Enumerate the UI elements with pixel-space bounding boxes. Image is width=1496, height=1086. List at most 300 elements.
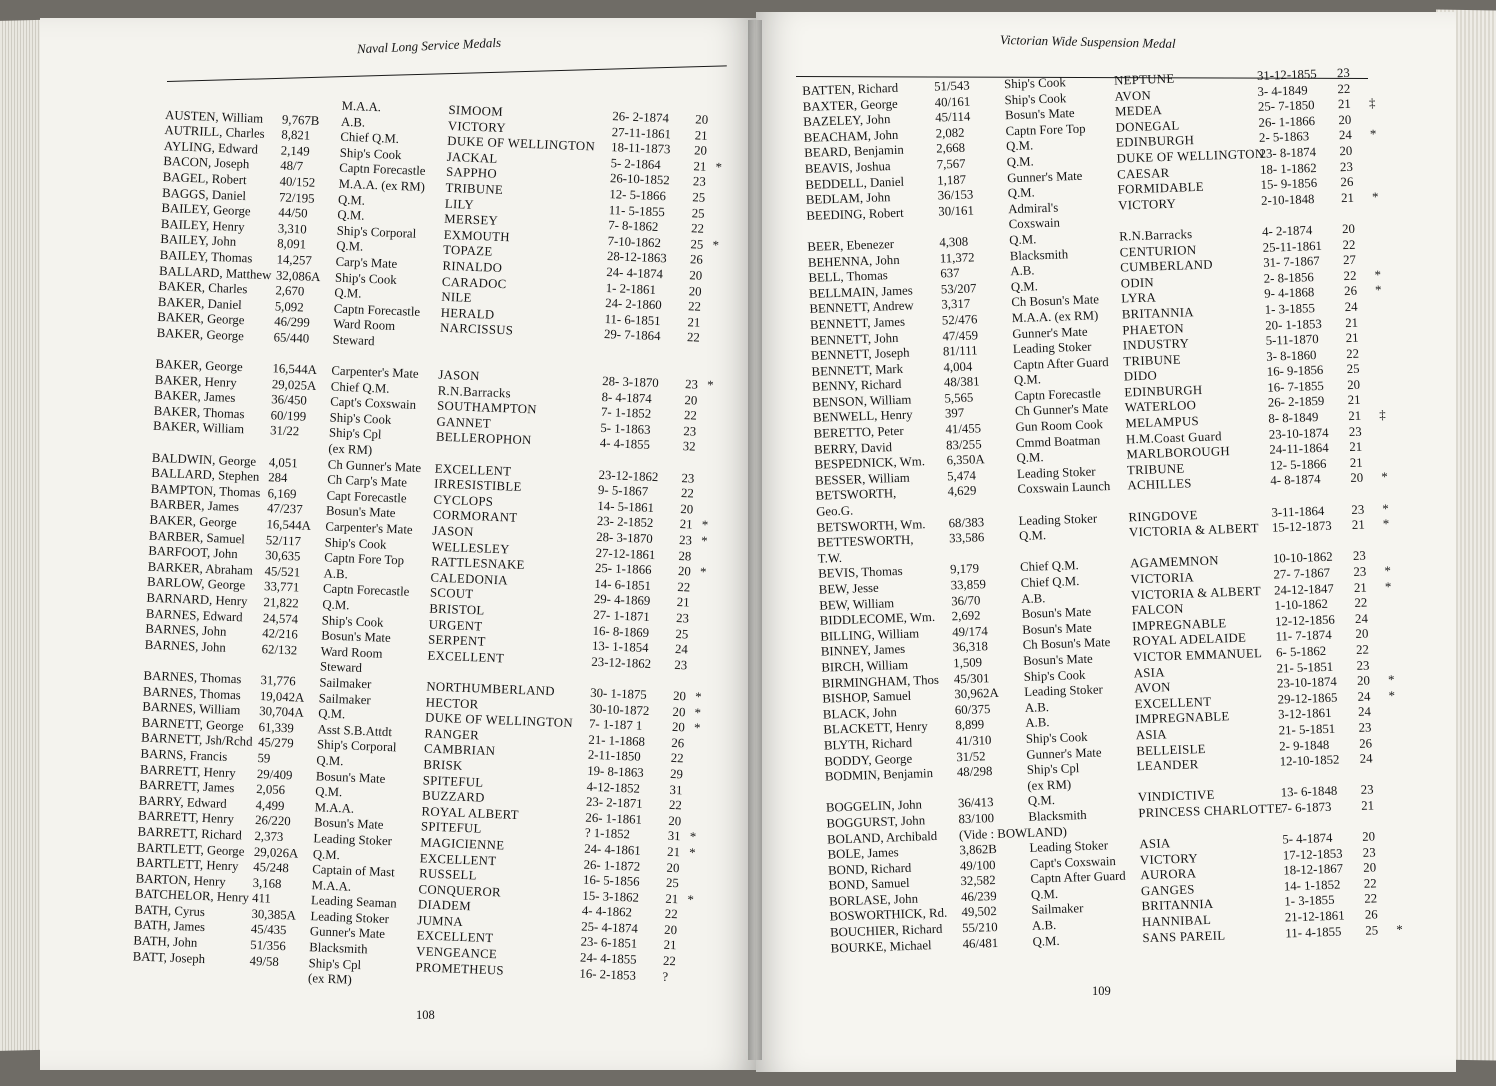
entry-ship: RINGDOVE bbox=[1128, 507, 1198, 525]
entry-number: 8,899 bbox=[955, 717, 985, 733]
entry-date: 21-12-1861 bbox=[1284, 908, 1345, 925]
entry-name: BOND, Samuel bbox=[828, 876, 910, 893]
entry-number: 2,692 bbox=[951, 608, 981, 624]
entry-ship: EXMOUTH bbox=[443, 227, 511, 245]
entry-date: 26- 1-1872 bbox=[583, 857, 641, 874]
entry-name: BAKER, George bbox=[155, 356, 243, 375]
entry-number: 7,567 bbox=[936, 156, 966, 172]
entry-number: 47/237 bbox=[266, 501, 303, 517]
entry-name: BARBER, Samuel bbox=[148, 528, 246, 546]
entry-rank: Q.M. bbox=[316, 753, 344, 769]
entry-number: 3,862B bbox=[959, 842, 998, 858]
entry-name: BARNARD, Henry bbox=[146, 590, 248, 609]
entry-ship: GANGES bbox=[1140, 882, 1195, 899]
entry-ship: DONEGAL bbox=[1115, 118, 1180, 135]
entry-date: ? 1-1852 bbox=[584, 825, 631, 842]
entry-name: BALLARD, Matthew bbox=[158, 263, 272, 282]
entry-ship: ASIA bbox=[1133, 664, 1165, 680]
entry-date: 16- 7-1855 bbox=[1267, 378, 1325, 395]
entry-mark: * bbox=[1387, 672, 1395, 688]
entry-ship: MEDEA bbox=[1114, 103, 1163, 119]
entry-number: 29,025A bbox=[271, 376, 317, 393]
entry-age: 21 bbox=[666, 844, 681, 860]
entry-date: 2-10-1848 bbox=[1260, 191, 1315, 208]
entry-number: 45/114 bbox=[934, 109, 971, 125]
entry-age: 26 bbox=[1343, 284, 1358, 299]
entry-number: 81/111 bbox=[942, 343, 978, 359]
entry-number: 41/455 bbox=[945, 421, 982, 437]
entry-age: 22 bbox=[670, 751, 684, 766]
entry-number: 29,026A bbox=[253, 844, 299, 861]
entry-name: BAILEY, George bbox=[161, 201, 251, 219]
entry-ship: IRRESISTIBLE bbox=[433, 476, 522, 495]
entry-rank: A.B. bbox=[323, 566, 349, 582]
entry-mark: * bbox=[1381, 470, 1388, 485]
entry-date: 9- 4-1868 bbox=[1263, 285, 1315, 302]
entry-number: 83/100 bbox=[958, 810, 995, 827]
entry-age: 23 bbox=[683, 423, 697, 439]
entry-ship: MARLBOROUGH bbox=[1126, 444, 1231, 462]
entry-number: 36/70 bbox=[950, 592, 981, 608]
entry-age: 20 bbox=[1355, 626, 1369, 642]
entry-ship: ACHILLES bbox=[1127, 476, 1192, 493]
entry-ship: ODIN bbox=[1120, 275, 1155, 291]
entry-rank: M.A.A. bbox=[314, 799, 355, 816]
entry-ship: BELLEROPHON bbox=[435, 430, 532, 448]
entry-age: 20 bbox=[689, 268, 703, 283]
entry-rank: (ex RM) bbox=[328, 441, 373, 458]
entry-ship: EXCELLENT bbox=[416, 928, 494, 946]
entry-age: 21 bbox=[1349, 455, 1363, 470]
entry-number: 46/239 bbox=[960, 888, 997, 905]
entry-number: 45/521 bbox=[264, 563, 301, 580]
entry-ship: BUZZARD bbox=[421, 788, 485, 805]
entry-ship: EXCELLENT bbox=[427, 648, 505, 666]
entry-date: 5- 1-1863 bbox=[600, 420, 651, 437]
entry-name: BAKER, Thomas bbox=[153, 403, 245, 422]
entry-ship: NARCISSUS bbox=[439, 321, 514, 338]
entry-age: 20 bbox=[1338, 112, 1352, 128]
entry-age: 21 bbox=[1348, 408, 1362, 424]
entry-ship: CAMBRIAN bbox=[423, 741, 496, 759]
entry-number: 41/310 bbox=[955, 733, 992, 749]
entry-date: 19- 8-1863 bbox=[586, 763, 645, 780]
entry-mark: * bbox=[1371, 189, 1379, 204]
entry-ship: RANGER bbox=[424, 726, 480, 743]
entry-date: 7- 1-1852 bbox=[600, 405, 652, 422]
entry-name: BAKER, Charles bbox=[158, 278, 248, 297]
entry-number: 26/220 bbox=[254, 813, 291, 829]
entry-rank: Captn Forecastle bbox=[338, 161, 426, 179]
entry-date: 7- 8-1862 bbox=[607, 218, 659, 235]
entry-ship: EDINBURGH bbox=[1124, 382, 1203, 400]
entry-date: 14- 5-1861 bbox=[597, 498, 655, 515]
entry-rank: Ship's Cpl bbox=[1026, 761, 1080, 778]
entry-mark: * bbox=[694, 689, 702, 704]
entry-number: 31/52 bbox=[956, 748, 986, 764]
entry-age: 22 bbox=[687, 299, 702, 314]
entry-age: 23 bbox=[1362, 845, 1376, 860]
entry-age: 31 bbox=[667, 829, 681, 844]
entry-ship: URGENT bbox=[428, 617, 483, 634]
entry-age: 22 bbox=[662, 953, 677, 969]
entry-date: 4- 4-1862 bbox=[581, 903, 633, 920]
entry-number: 47/459 bbox=[942, 327, 979, 343]
entry-age: 22 bbox=[683, 408, 698, 423]
entry-ship: HERALD bbox=[440, 305, 495, 322]
entry-ship: LILY bbox=[444, 196, 475, 212]
entry-ship: VICTORIA & ALBERT bbox=[1128, 521, 1260, 540]
entry-ship: LEANDER bbox=[1136, 757, 1199, 774]
entry-rank: Ship's Cook bbox=[1004, 90, 1067, 107]
entry-age: 27 bbox=[1342, 252, 1357, 268]
entry-age: 20 bbox=[1363, 860, 1377, 876]
entry-rank: Leading Seaman bbox=[310, 893, 397, 911]
entry-ship: BELLEISLE bbox=[1136, 741, 1207, 758]
entry-name: BLACKETT, Henry bbox=[823, 719, 928, 737]
entry-rank: Coxswain Launch bbox=[1017, 479, 1111, 497]
entry-rank: Blacksmith bbox=[1009, 246, 1069, 263]
entry-rank: A.B. bbox=[1024, 699, 1050, 715]
entry-date: 3-12-1861 bbox=[1277, 706, 1332, 722]
entry-date: 25- 7-1850 bbox=[1257, 98, 1315, 115]
entry-date: 27- 7-1867 bbox=[1273, 565, 1331, 582]
entry-rank: Steward bbox=[332, 332, 375, 349]
entry-date: 27- 1-1871 bbox=[592, 607, 650, 624]
entry-age: 21 bbox=[1344, 315, 1359, 330]
entry-age: 23 bbox=[1353, 564, 1367, 579]
entry-ship: LYRA bbox=[1121, 290, 1157, 306]
entry-rank: Sailmaker bbox=[1031, 901, 1084, 918]
entry-number: 40/161 bbox=[934, 94, 971, 110]
entry-name: BARLOW, George bbox=[146, 575, 246, 593]
entry-date: 21- 5-1851 bbox=[1278, 721, 1336, 738]
entry-mark: * bbox=[693, 720, 701, 736]
entry-date: 23-10-1874 bbox=[1268, 425, 1329, 442]
entry-rank: A.B. bbox=[1010, 263, 1035, 279]
entry-name: BIRMINGHAM, Thos bbox=[821, 672, 940, 691]
entry-age: 20 bbox=[1350, 471, 1364, 486]
entry-rank: Gunner's Mate bbox=[1006, 168, 1083, 185]
entry-name: BARNS, Francis bbox=[140, 746, 228, 764]
entry-age: 23 bbox=[684, 377, 699, 392]
entry-number: 45/248 bbox=[253, 860, 290, 876]
entry-rank: M.A.A. (ex RM) bbox=[1011, 308, 1099, 326]
entry-rank: Q.M. bbox=[337, 192, 366, 208]
entry-age: 22 bbox=[1346, 346, 1360, 361]
entry-row bbox=[144, 653, 363, 676]
entry-number: 46/481 bbox=[962, 935, 999, 951]
entry-rank: Carp's Mate bbox=[335, 254, 398, 271]
entry-number: 30,635 bbox=[265, 548, 301, 564]
entry-age: 21 bbox=[663, 938, 677, 953]
entry-name: AYLING, Edward bbox=[163, 138, 259, 157]
entry-date: 21- 5-1851 bbox=[1276, 659, 1334, 676]
entry-number: 2,373 bbox=[254, 828, 284, 844]
entry-ship: VICTORY bbox=[1117, 196, 1177, 213]
entry-rank: Captn Forecastle bbox=[322, 581, 410, 600]
entry-rank: Chief Q.M. bbox=[1019, 558, 1080, 575]
entry-rank: Leading Stoker bbox=[313, 831, 393, 849]
entry-date: 2- 8-1856 bbox=[1263, 269, 1315, 286]
entry-mark: * bbox=[689, 829, 697, 845]
entry-age: 26 bbox=[1358, 736, 1373, 751]
entry-date: 2- 9-1848 bbox=[1278, 737, 1330, 754]
entry-rank: (ex RM) bbox=[307, 971, 353, 988]
entry-age: 26 bbox=[1364, 907, 1378, 922]
entry-name: BAXTER, George bbox=[802, 96, 898, 114]
entry-number: 31,776 bbox=[260, 673, 296, 689]
entry-name: BENNY, Richard bbox=[811, 377, 902, 395]
entry-name: BAKER, Daniel bbox=[157, 294, 243, 312]
entry-age: 20 bbox=[677, 564, 692, 579]
entry-rank: Captn After Guard bbox=[1030, 868, 1126, 887]
entry-name: BENWELL, Henry bbox=[812, 407, 913, 426]
entry-number: 16,544A bbox=[266, 517, 312, 533]
entry-name: BENNETT, Mark bbox=[811, 361, 904, 379]
entry-date: 2- 5-1863 bbox=[1258, 129, 1310, 146]
entry-ship: HECTOR bbox=[425, 694, 479, 712]
entry-number: 30/161 bbox=[938, 203, 975, 219]
entry-name: BOLE, James bbox=[827, 845, 899, 862]
entry-age: 21 bbox=[693, 159, 707, 174]
entry-rank: Bosun's Mate bbox=[1021, 604, 1092, 622]
entry-number: 32,582 bbox=[960, 873, 996, 889]
entry-name: BAKER, George bbox=[149, 512, 237, 531]
entry-date: 25- 1-1866 bbox=[594, 561, 652, 578]
entry-rank: Ward Room bbox=[320, 644, 383, 661]
entry-number: 397 bbox=[944, 406, 965, 421]
entry-ship: JASON bbox=[432, 523, 474, 540]
entry-date: 28-12-1863 bbox=[606, 249, 667, 266]
entry-rank: Blacksmith bbox=[309, 940, 368, 957]
entry-rank: Ship's Cook bbox=[339, 145, 402, 162]
entry-number: 21,822 bbox=[263, 595, 299, 611]
entry-number: 4,308 bbox=[939, 234, 969, 250]
entry-ship: HANNIBAL bbox=[1141, 912, 1212, 930]
entry-name: BARFOOT, John bbox=[148, 543, 238, 562]
entry-mark: ‡ bbox=[1379, 407, 1386, 423]
entry-age: 25 bbox=[1365, 923, 1379, 938]
entry-ship: CALEDONIA bbox=[430, 570, 509, 588]
entry-rank: Ship's Cook bbox=[324, 535, 387, 552]
entry-name: BODMIN, Benjamin bbox=[824, 766, 934, 784]
entry-date: 12- 5-1866 bbox=[1269, 456, 1327, 473]
entry-rank: Q.M. bbox=[335, 238, 364, 255]
entry-age: 20 bbox=[684, 392, 698, 408]
entry-date: 11- 7-1874 bbox=[1275, 628, 1332, 644]
entry-ship: AVON bbox=[1133, 680, 1171, 696]
entry-ship: TRIBUNE bbox=[1126, 461, 1185, 478]
entry-age: 23 bbox=[1351, 502, 1365, 517]
entry-rank: A.B. bbox=[340, 114, 366, 130]
entry-name: BISHOP, Samuel bbox=[822, 688, 912, 706]
entry-age: 22 bbox=[1364, 891, 1378, 907]
entry-name: BIDDLECOME, Wm. bbox=[819, 610, 936, 628]
entry-name: BATH, John bbox=[133, 933, 198, 950]
entry-date: 8- 4-1874 bbox=[601, 389, 652, 406]
entry-name: BATT, Joseph bbox=[132, 949, 206, 966]
entry-age: 22 bbox=[690, 221, 705, 236]
entry-ship: EDINBURGH bbox=[1115, 133, 1195, 150]
entry-ship: TOPAZE bbox=[442, 243, 493, 259]
entry-ship: SAPPHO bbox=[445, 165, 498, 182]
entry-name: BOGGURST, John bbox=[826, 813, 926, 831]
entry-number: 5,092 bbox=[274, 299, 304, 315]
entry-number: 61,339 bbox=[258, 719, 295, 736]
entry-name: BENNETT, Joseph bbox=[810, 345, 910, 363]
entry-name: BARTLETT, George bbox=[136, 839, 245, 859]
entry-rank: Q.M. bbox=[337, 207, 365, 223]
entry-rank: Captn Forecastle bbox=[1014, 386, 1102, 403]
entry-name: BAILEY, Henry bbox=[160, 216, 245, 234]
entry-number: 48/7 bbox=[279, 158, 304, 174]
entry-ship: WELLESLEY bbox=[431, 539, 511, 557]
entry-date: 9- 5-1867 bbox=[597, 483, 649, 500]
entry-age: 26 bbox=[671, 735, 685, 751]
entry-name: BEHENNA, John bbox=[807, 252, 900, 270]
entry-date: 2-11-1850 bbox=[587, 748, 641, 765]
entry-date: 23-12-1862 bbox=[591, 654, 652, 671]
entry-name: BLYTH, Richard bbox=[823, 735, 913, 753]
entry-date: 12-10-1852 bbox=[1279, 752, 1340, 769]
entry-date: 23- 2-1852 bbox=[596, 514, 654, 531]
entry-age: 21 bbox=[1340, 190, 1355, 205]
entry-age: 21 bbox=[1361, 798, 1375, 813]
entry-ship: AVON bbox=[1114, 88, 1152, 104]
entry-name: BAILEY, John bbox=[160, 232, 237, 250]
entry-ship: SANS PAREIL bbox=[1142, 928, 1226, 945]
entry-ship: RATTLESNAKE bbox=[430, 554, 525, 573]
entry-rank: Ship's Corporal bbox=[336, 223, 417, 241]
entry-name: BENNETT, John bbox=[810, 330, 899, 348]
entry-rank: Leading Stoker bbox=[1012, 339, 1092, 357]
entry-name: BATTEN, Richard bbox=[802, 80, 899, 98]
entry-rank: Ship's Cook bbox=[1003, 75, 1067, 92]
entry-ship: R.N.Barracks bbox=[437, 383, 512, 401]
entry-rank: Bosun's Mate bbox=[313, 815, 384, 833]
entry-number: 4,629 bbox=[947, 483, 977, 499]
header-rule-left bbox=[167, 65, 727, 82]
entry-number: 68/383 bbox=[948, 514, 985, 531]
entry-date: 16- 5-1856 bbox=[582, 872, 640, 889]
entry-name: BODDY, George bbox=[824, 751, 913, 769]
entry-number: 6,169 bbox=[267, 486, 297, 502]
entry-name: BILLING, William bbox=[820, 626, 920, 644]
entry-age: 20 bbox=[1362, 829, 1376, 844]
entry-ship: ROYAL ADELAIDE bbox=[1132, 630, 1247, 649]
entry-age: 21 bbox=[665, 891, 679, 906]
entry-rank: Ship's Cpl bbox=[328, 425, 382, 442]
entry-rank: Steward bbox=[319, 659, 363, 676]
entry-ship: EXCELLENT bbox=[419, 850, 497, 868]
entry-rank: Q.M. bbox=[1009, 232, 1037, 248]
entry-number: 11,372 bbox=[939, 249, 975, 266]
entry-ship: VICTORIA & ALBERT bbox=[1130, 583, 1262, 602]
entry-number: 2,056 bbox=[256, 782, 286, 798]
entry-date: 23- 2-1871 bbox=[585, 794, 643, 811]
entry-date: 26- 2-1859 bbox=[1267, 394, 1325, 411]
entry-age: ? bbox=[662, 969, 669, 984]
entry-number: 9,179 bbox=[949, 561, 980, 577]
entry-date: 1- 2-1861 bbox=[605, 280, 657, 297]
entry-date: 24- 2-1860 bbox=[604, 296, 662, 313]
page-number-left: 108 bbox=[416, 1008, 435, 1022]
entry-name: BARRETT, James bbox=[139, 777, 235, 796]
entry-rank: Carpenter's Mate bbox=[325, 519, 413, 537]
entry-date: 26- 2-1874 bbox=[612, 109, 670, 126]
entry-mark: * bbox=[1374, 267, 1382, 282]
entry-name: BARTON, Henry bbox=[135, 871, 227, 889]
entry-rank: Sailmaker bbox=[319, 675, 372, 692]
entry-number: 284 bbox=[268, 470, 288, 486]
entry-rank: Bosun's Mate bbox=[1021, 620, 1092, 637]
entry-rank: Q.M. bbox=[317, 706, 346, 722]
entry-rank: Q.M. bbox=[1018, 528, 1047, 544]
entry-date: 11- 6-1851 bbox=[604, 311, 661, 328]
entry-rank: Bosun's Mate bbox=[325, 503, 396, 521]
entry-rank: Leading Stoker bbox=[1016, 464, 1096, 481]
entry-mark: ‡ bbox=[1368, 96, 1376, 111]
entry-age: 22 bbox=[680, 486, 695, 501]
entry-ship: CAESAR bbox=[1116, 165, 1170, 182]
entry-number: 83/255 bbox=[945, 436, 982, 453]
entry-date: 23- 6-1851 bbox=[580, 935, 638, 952]
entry-ship: ASIA bbox=[1139, 836, 1171, 852]
entry-ship: DUKE OF WELLINGTON bbox=[447, 134, 596, 154]
entry-name: BAKER, George bbox=[156, 325, 245, 344]
entry-name: BERRY, David bbox=[813, 439, 893, 457]
entry-rank: Leading Stoker bbox=[1018, 511, 1098, 528]
entry-age: 22 bbox=[686, 330, 701, 345]
entry-date: 23-10-1874 bbox=[1276, 674, 1338, 691]
entry-mark: * bbox=[1384, 563, 1392, 578]
entry-ship: RINALDO bbox=[442, 258, 503, 275]
entry-rank: Captn Fore Top bbox=[1005, 121, 1086, 139]
entry-rank: Ch Bosun's Mate bbox=[1022, 635, 1111, 653]
entry-date: 21- 1-1868 bbox=[588, 732, 646, 749]
entry-rank: Ch Gunner's Mate bbox=[1014, 401, 1109, 419]
entry-name: BIRCH, William bbox=[821, 657, 909, 675]
entry-name: BETTESWORTH, bbox=[816, 532, 914, 550]
entry-age: 24 bbox=[1344, 299, 1358, 315]
entry-row bbox=[152, 435, 373, 458]
entry-rank: Ship's Cook bbox=[321, 612, 384, 630]
entry-rank: Gunner's Mate bbox=[1026, 744, 1102, 762]
entry-name: BEDLAM, John bbox=[805, 190, 891, 208]
entry-name: T.W. bbox=[817, 550, 843, 566]
entry-date: 24- 4-1861 bbox=[583, 841, 642, 858]
entry-rank: Captn Fore Top bbox=[323, 550, 405, 568]
entry-name: BELLMAIN, James bbox=[808, 283, 913, 301]
entry-age: 21 bbox=[1353, 580, 1368, 595]
entry-number: 30,704A bbox=[259, 704, 304, 720]
entry-mark: * bbox=[700, 533, 708, 549]
entry-age: 20 bbox=[671, 720, 686, 735]
entry-ship: WATERLOO bbox=[1124, 398, 1197, 415]
entry-mark: * bbox=[694, 705, 702, 720]
entry-age: 21 bbox=[679, 517, 693, 532]
entry-name: BARNES, John bbox=[144, 637, 227, 655]
entry-age: 24 bbox=[1338, 128, 1353, 143]
entry-date: 27-11-1861 bbox=[611, 124, 672, 142]
entry-mark: * bbox=[712, 237, 720, 253]
entry-number: 59 bbox=[257, 750, 271, 766]
entry-ship: CYCLOPS bbox=[433, 492, 494, 509]
entry-rank: Carpenter's Mate bbox=[331, 363, 419, 381]
entry-rank: Q.M. bbox=[322, 597, 350, 613]
right-page bbox=[756, 12, 1456, 1072]
